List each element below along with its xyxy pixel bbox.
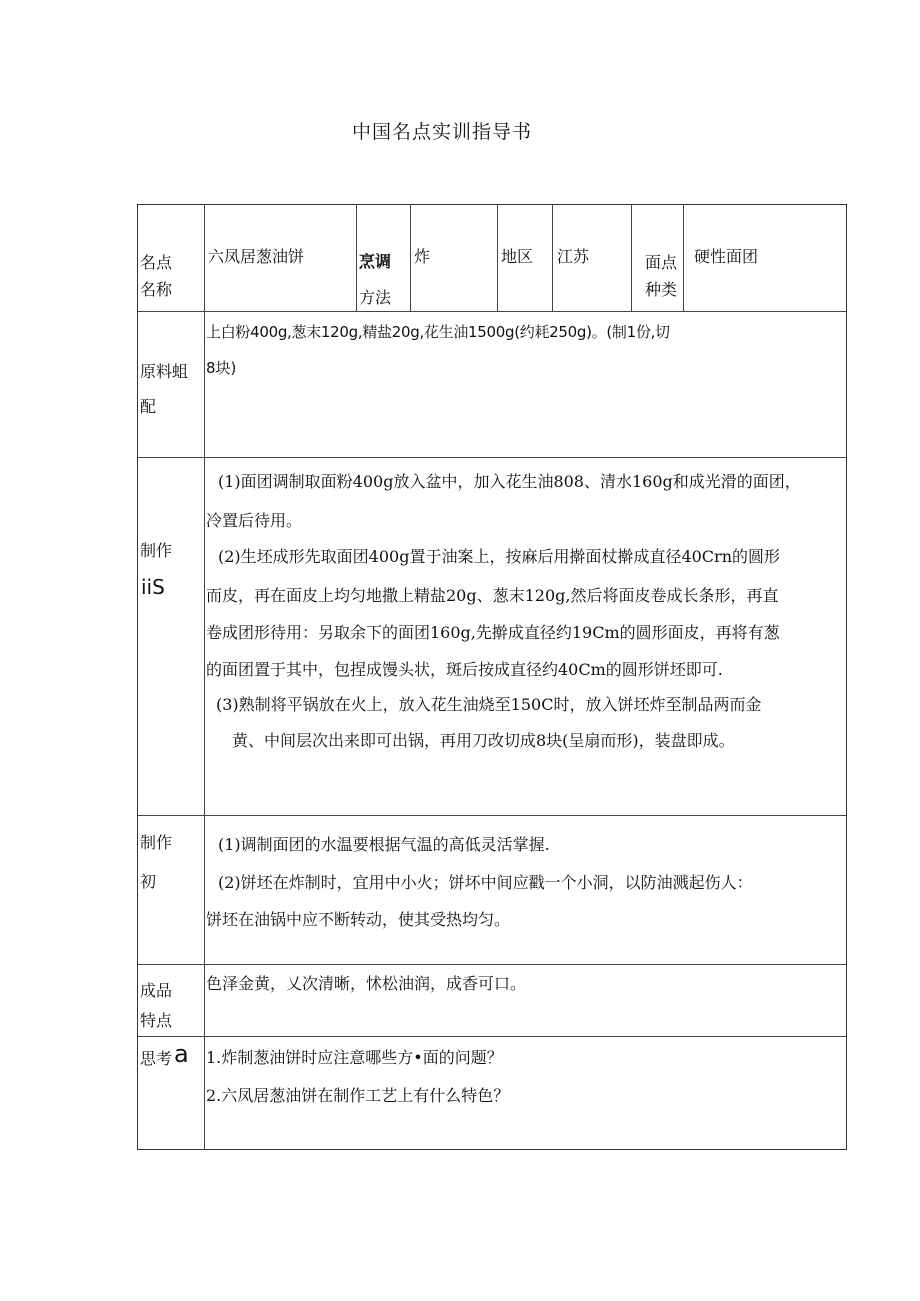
header-cell-divider bbox=[552, 204, 553, 311]
process-step: (3)熟制将平锅放在火上，放入花生油烧至150C时，放入饼坯炸至制品两而金 bbox=[216, 695, 762, 714]
questions-label: 思考 bbox=[140, 1049, 173, 1068]
page-title: 中国名点实训指导书 bbox=[351, 121, 532, 143]
header-cell-divider bbox=[631, 204, 632, 311]
note-item: 饼坯在油锅中应不断转动，使其受热均匀。 bbox=[206, 910, 511, 929]
row-divider bbox=[137, 1036, 847, 1037]
name-value: 六凤居葱油饼 bbox=[208, 247, 305, 266]
type-label: 面点 种类 bbox=[645, 253, 678, 299]
header-cell-divider bbox=[497, 204, 498, 311]
ingredients-label: 原料蛆 bbox=[140, 362, 189, 381]
features-label: 成品 特点 bbox=[140, 981, 173, 1030]
region-value: 江苏 bbox=[557, 247, 590, 266]
label-column-divider bbox=[204, 204, 205, 1150]
question-item: 2.六凤居葱油饼在制作工艺上有什么特色？ bbox=[206, 1086, 510, 1105]
method-label-2: 方法 bbox=[359, 288, 392, 307]
name-label: 名点 名称 bbox=[140, 253, 173, 299]
row-divider bbox=[137, 311, 847, 312]
ingredients-line: 上白粉400g,葱末120g,精盐20g,花生油1500g(约耗250g)。(制1份,切 bbox=[206, 323, 670, 341]
process-label-mark: iiS bbox=[141, 575, 165, 599]
row-divider bbox=[137, 964, 847, 965]
ingredients-label-2: 配 bbox=[140, 397, 157, 416]
notes-label-2: 初 bbox=[140, 872, 157, 891]
process-step: 卷成团形待用：另取余下的面团160g,先擀成直径约19Cm的圆形面皮，再将有葱 bbox=[206, 623, 780, 642]
process-step: 的面团置于其中，包捏成馒头状，斑后按成直径约40Cm的圆形饼坯即可. bbox=[206, 660, 723, 679]
method-value: 炸 bbox=[414, 247, 431, 266]
note-item: (2)饼坯在炸制时，宜用中小火；饼坏中间应戳一个小洞，以防油溅起伤人： bbox=[218, 873, 753, 892]
row-divider bbox=[137, 457, 847, 458]
type-value: 硬性面团 bbox=[694, 247, 759, 266]
method-label: 烹调 bbox=[359, 252, 392, 271]
notes-label: 制作 bbox=[140, 833, 173, 852]
header-cell-divider bbox=[356, 204, 357, 311]
region-label: 地区 bbox=[501, 247, 534, 266]
header-cell-divider bbox=[410, 204, 411, 311]
note-item: (1)调制面团的水温要根据气温的高低灵活掌握. bbox=[218, 835, 550, 854]
process-step: 而皮，再在面皮上均匀地撒上精盐20g、葱末120g,然后将面皮卷成长条形，再直 bbox=[206, 586, 779, 605]
process-step: 冷置后待用。 bbox=[206, 511, 303, 530]
question-item: 1.炸制葱油饼时应注意哪些方•面的问题？ bbox=[206, 1048, 503, 1067]
process-step: (2)生坯成形先取面团400g置于油案上，按麻后用擀面杖擀成直径40Crn的圆形 bbox=[218, 547, 781, 566]
questions-label-mark: a bbox=[174, 1040, 189, 1068]
process-step: (1)面团调制取面粉400g放入盆中，加入花生油808、清水160g和成光滑的面团， bbox=[218, 472, 801, 491]
ingredients-line: 8块) bbox=[206, 359, 237, 377]
process-label: 制作 bbox=[140, 541, 173, 560]
process-step: 黄、中间层次出来即可出锅，再用刀改切成8块(呈扇而形)，装盘即成。 bbox=[232, 731, 735, 750]
header-cell-divider bbox=[683, 204, 684, 311]
row-divider bbox=[137, 815, 847, 816]
features-text: 色泽金黄，乂次清晰，怵松油润，成香可口。 bbox=[206, 974, 527, 993]
